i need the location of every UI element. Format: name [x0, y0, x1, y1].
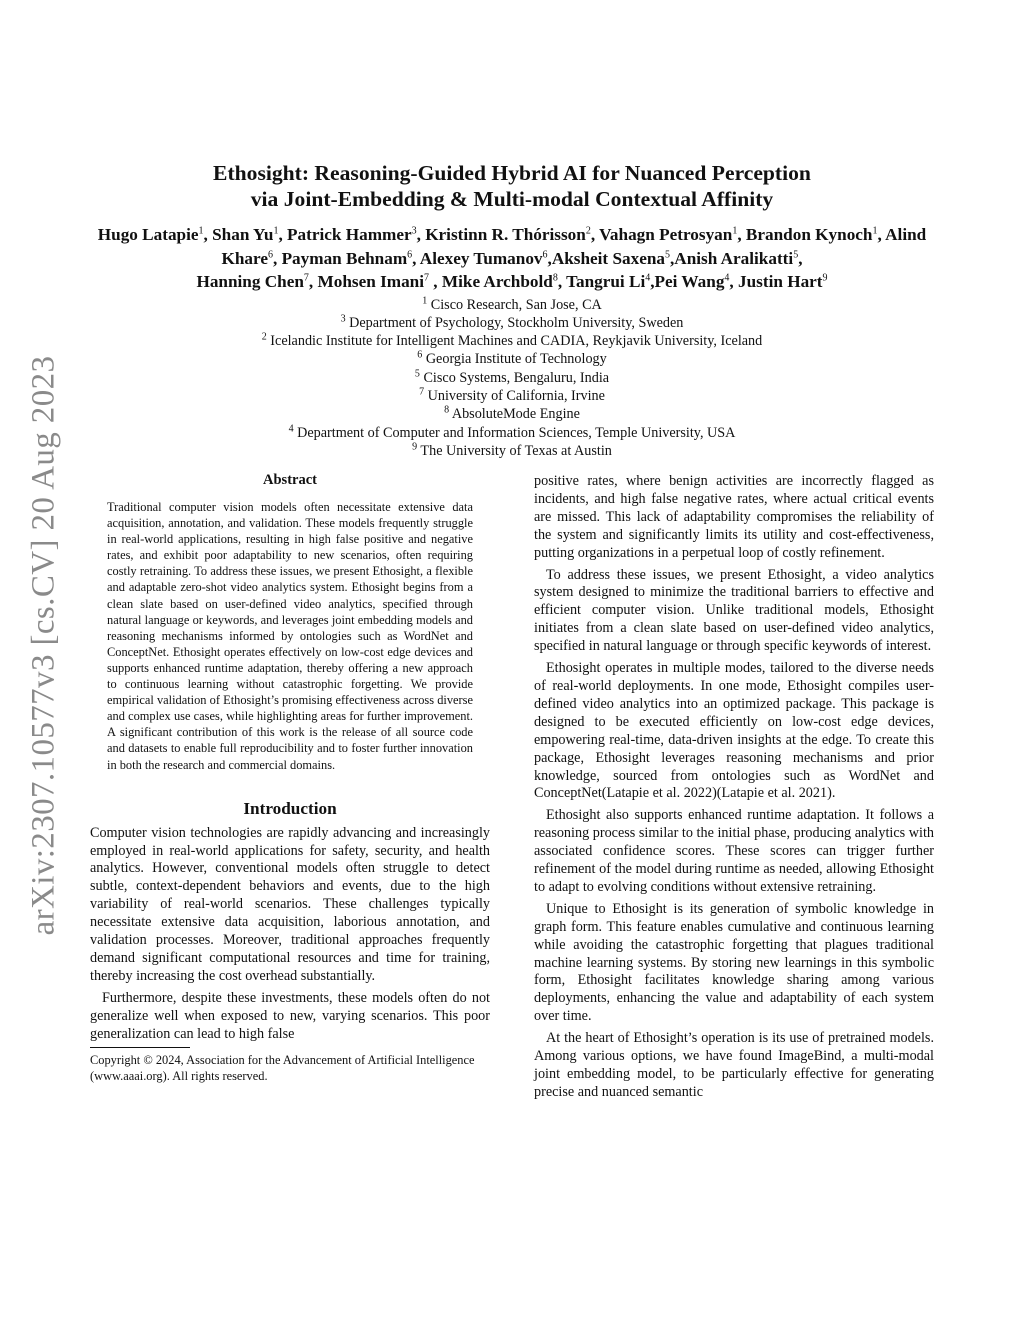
author: ,Pei Wang [650, 272, 725, 291]
paper-title [80, 160, 944, 212]
affiliation-text: The University of Texas at Austin [417, 442, 612, 459]
arxiv-margin-stamp [18, 345, 70, 945]
author-affiliation-mark: 6 [267, 248, 273, 260]
abstract-heading: Abstract [263, 472, 317, 488]
abstract-text: Traditional computer vision models often necessitate extensive data acquisition, annotation, and validation. These models frequently struggle in real-world applications, resulting in high false positive and negative rates, and exhibit poor adaptability to new scenarios, often requiring costly retraining. To address these issues, we present Ethosight, a flexible and adaptable zero-shot video analytics system. Ethosight begins from a clean slate based on user-defined video analytics, specified through natural language or keywords, and leverages joint embedding models and reasoning mechanisms informed by ontologies such as WordNet and ConceptNet. Ethosight operates effectively on low-cost edge devices and supports enhanced runtime adaptation, thereby offering a new approach to continuous learning without catastrophic forgetting. We provide empirical validation of Ethosight’s promising effectiveness across diverse and complex use cases, while highlighting areas for further improvement. A significant contribution of this work is the release of all source code and datasets to enable full reproducibility and to foster further innovation in both the research and commercial domains. [107, 500, 473, 772]
author-affiliation-mark: 1 [273, 225, 279, 237]
author-affiliation-mark: 5 [793, 248, 799, 260]
author-affiliation-mark: 1 [732, 225, 738, 237]
body-paragraph: Unique to Ethosight is its generation of symbolic knowledge in graph form. This feature enables cumulative and continuous learning while avoiding the catastrophic forgetting that plagues traditional machine learning systems. By storing new learnings in this symbolic form, Ethosight facilitates knowledge sharing among various deployments, enhancing the value and adaptability of each system over time. [534, 900, 934, 1025]
affiliation-text: Department of Computer and Information Sciences, Temple University, USA [293, 424, 736, 441]
author-affiliation-mark: 9 [822, 272, 828, 284]
affiliation-text: Cisco Systems, Bengaluru, India [419, 369, 610, 386]
author: ,Anish Aralikatti [669, 248, 794, 268]
introduction-paragraph: Computer vision technologies are rapidly advancing and increasingly employed in real-world applications for safety, security, and health analytics. However, conventional models often struggle to detect subtle, context-dependent behaviors and events, due to the high variability of real-world scenarios. These challenges typically necessitate extensive data acquisition, laborious annotation, and validation processes. Moreover, traditional approaches frequently demand significant computational resources and time for training, thereby increasing the cost overhead substantially. [90, 824, 490, 984]
left-column [90, 472, 490, 1084]
affiliation-number: 3 [340, 313, 346, 325]
author: , Tangrui Li [557, 272, 646, 291]
author: ,Aksheit Saxena [547, 248, 665, 268]
author: , Justin Hart [729, 272, 823, 291]
author: , Alexey Tumanov [412, 248, 543, 268]
affiliation [80, 369, 944, 387]
affiliation [80, 405, 944, 423]
introduction-paragraph: Furthermore, despite these investments, these models often do not generalize well when exposed to new, varying scenarios. This poor generalization can lead to high false [90, 989, 490, 1042]
footnote-divider [90, 1047, 190, 1048]
author: , Kristinn R. Thórisson [416, 225, 586, 244]
body-paragraph: Ethosight also supports enhanced runtime adaptation. It follows a reasoning process similar to the initial phase, producing analytics with associated confidence scores. These scores can trigger further refinement of the model during runtime as needed, allowing Ethosight to adapt to evolving conditions without extensive retraining. [534, 807, 934, 895]
affiliation-number: 6 [417, 349, 423, 361]
author-affiliation-mark: 6 [542, 248, 548, 260]
author-affiliation-mark: 4 [645, 272, 651, 284]
affiliation [80, 442, 944, 460]
body-paragraph: Ethosight operates in multiple modes, tailored to the diverse needs of real-world deployments. In one mode, Ethosight compiles user-defined video analytics into an optimized package. This package is designed to be executed efficiently on low-cost edge devices, empowering real-time, data-driven insights at the edge. To create this package, Ethosight leverages reasoning mechanisms and prior knowledge, sourced from ontologies such as WordNet and ConceptNet(Latapie et al. 2022)(Latapie et al. 2021). [534, 660, 934, 802]
affiliation [80, 350, 944, 368]
author-affiliation-mark: 1 [872, 225, 878, 237]
author-affiliation-mark: 1 [198, 225, 204, 237]
affiliation-text: Department of Psychology, Stockholm University, Sweden [345, 314, 684, 331]
title-line-1: Ethosight: Reasoning-Guided Hybrid AI for Nuanced Perception [213, 161, 811, 185]
author-affiliation-mark: 8 [552, 272, 558, 284]
author-affiliation-mark: 2 [585, 225, 591, 237]
affiliation [80, 332, 944, 350]
affiliation-text: AbsoluteMode Engine [449, 406, 580, 423]
author: Hanning Chen [196, 272, 304, 291]
right-column [534, 473, 934, 1106]
affiliation-text: Cisco Research, San Jose, CA [427, 296, 602, 313]
author-affiliation-mark: 7 [424, 272, 429, 284]
author: , Alind Khare [221, 225, 927, 268]
affiliation-text: Georgia Institute of Technology [422, 351, 607, 368]
author: Hugo Latapie [97, 225, 199, 244]
author: , Payman Behnam [272, 248, 408, 268]
title-line-2: via Joint-Embedding & Multi-modal Contextual Affinity [250, 187, 774, 211]
affiliation-list [80, 296, 944, 461]
affiliation [80, 387, 944, 405]
author: , Vahagn Petrosyan [590, 225, 733, 244]
author-affiliation-mark: 3 [411, 225, 417, 237]
author: , Brandon Kynoch [737, 225, 873, 244]
affiliation-number: 8 [444, 404, 450, 416]
affiliation-number: 4 [288, 422, 294, 434]
affiliation-text: Icelandic Institute for Intelligent Machines and CADIA, Reykjavik University, Iceland [266, 333, 763, 350]
author-affiliation-mark: 5 [664, 248, 670, 260]
author: , Mike Archbold [429, 272, 553, 291]
author-affiliation-mark: 6 [407, 248, 413, 260]
author: , Shan Yu [203, 225, 274, 244]
author-list: Hugo Latapie$^1$, Shan Yu$^1$, Patrick Hammer$^3$, Kristinn R. Thórisson$^2$, Vahagn Petrosyan$^1$, Brandon Kynoch$^1$, Alind Khare$^6$, Payman Behnam$^6$, Alexey Tumanov$^6$,Aksheit Saxena$^5$,Anish Aralikatti$^5$, Hanning Chen$^7$, Mohsen Imani$^7$ , Mike Archbold$^8$, Tangrui Li$^4$,Pei Wang$^4$, Justin Hart$^9$ [97, 225, 927, 291]
affiliation [80, 296, 944, 314]
author-affiliation-mark: 7 [303, 272, 309, 284]
affiliation [80, 424, 944, 442]
title-block [80, 160, 944, 460]
author: , Patrick Hammer [278, 225, 412, 244]
body-paragraph: At the heart of Ethosight’s operation is its use of pretrained models. Among various options, we have found ImageBind, a multi-modal joint embedding model, to be particularly effective for generating precise and nuanced semantic [534, 1030, 934, 1100]
author-affiliation-mark: 4 [724, 272, 730, 284]
introduction-heading: Introduction [243, 798, 337, 818]
body-paragraph: To address these issues, we present Ethosight, a video analytics system designed to minimize the traditional barriers to effective and efficient computer vision. Unlike traditional models, Ethosight initiates from a clean slate based on user-defined video analytics, specified in natural language or through specific keywords of interest. [534, 566, 934, 655]
body-paragraph: positive rates, where benign activities are incorrectly flagged as incidents, and high false negative rates, where actual critical events are missed. This lack of adaptability compromises the reliability of the system and significantly limits its utility and cost-effectiveness, putting organizations in a perpetual loop of costly refinement. [534, 473, 934, 561]
copyright-footnote: Copyright © 2024, Association for the Advancement of Artificial Intelligence (www.aaai.org). All rights reserved. [90, 1053, 475, 1084]
affiliation-number: 5 [414, 367, 420, 379]
affiliation-number: 1 [422, 294, 428, 306]
affiliation [80, 314, 944, 332]
author: , Mohsen Imani [308, 272, 424, 291]
affiliation-number: 2 [261, 331, 267, 343]
affiliation-text: University of California, Irvine [424, 387, 605, 404]
arxiv-identifier: arXiv:2307.10577v3 [cs.CV] 20 Aug 2023 [25, 355, 62, 935]
affiliation-number: 7 [419, 386, 425, 398]
affiliation-number: 9 [412, 441, 418, 453]
